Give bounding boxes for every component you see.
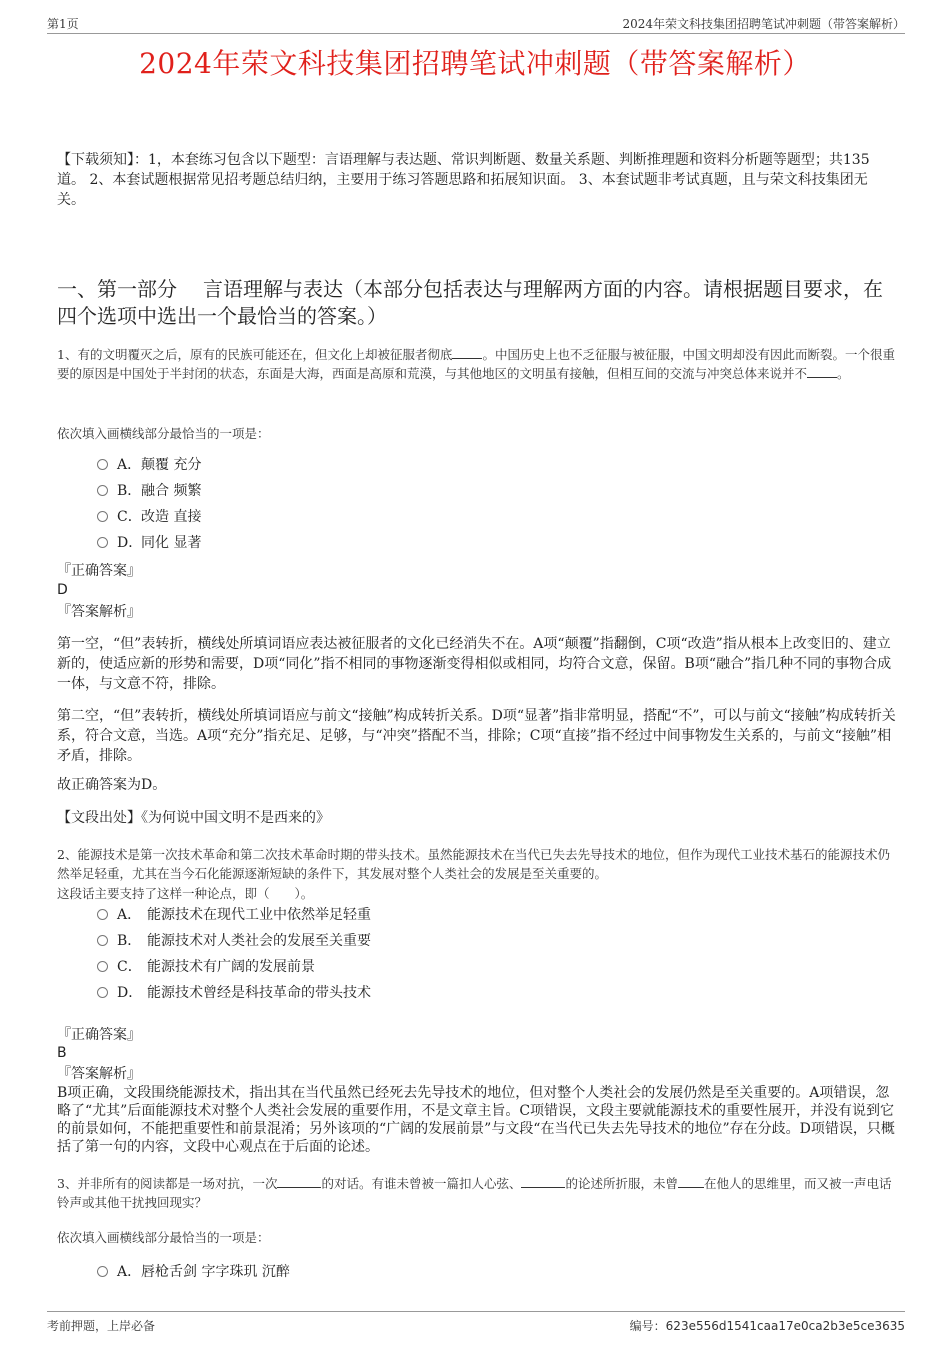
question-3-stem: 3、并非所有的阅读都是一场对抗，一次 的对话。有谁未曾被一篇扣人心弦、 的论述所折服，未曾 在他人的思维里，而又被一声电话铃声或其他干扰拽回现实？	[57, 1176, 892, 1210]
radio-icon[interactable]	[97, 537, 108, 548]
radio-icon[interactable]	[97, 935, 108, 946]
fill-blank	[452, 346, 482, 359]
option-b[interactable]: B．融合 频繁	[97, 478, 201, 504]
analysis-paragraph: 第二空，“但”表转折，横线处所填词语应与前文“接触”构成转折关系。D项“显著”指非常明显，搭配“不”，可以与前文“接触”构成转折关系，符合文意，当选。A项“充分”指充足、足够，与“冲突”搭配不当，排除；C项“直接”指不经过中间事物发生关系的，与前文“接触”相矛盾，排除。	[57, 708, 896, 764]
option-c[interactable]: C． 能源技术有广阔的发展前景	[97, 954, 371, 980]
header-doc-title: 2024年荣文科技集团招聘笔试冲刺题（带答案解析）	[622, 17, 905, 31]
option-d[interactable]: D． 能源技术曾经是科技革命的带头技术	[97, 980, 371, 1006]
page-header	[47, 15, 905, 34]
page-number: 第1页	[47, 17, 79, 31]
footer-slogan: 考前押题，上岸必备	[47, 1319, 156, 1333]
question-3-prompt: 依次填入画横线部分最恰当的一项是：	[57, 1230, 270, 1245]
question-2-options	[97, 902, 371, 1006]
section-description: 言语理解与表达（本部分包括表达与理解两方面的内容。请根据题目要求，在四个选项中选出一个最恰当的答案。）	[57, 277, 883, 328]
radio-icon[interactable]	[97, 987, 108, 998]
radio-icon[interactable]	[97, 511, 108, 522]
question-3-options	[97, 1259, 290, 1285]
passage-source: 【文段出处】《为何说中国文明不是西来的》	[57, 810, 330, 826]
correct-answer-label: 『正确答案』	[57, 563, 141, 579]
correct-answer: B	[57, 1045, 67, 1061]
section-heading	[57, 276, 897, 330]
correct-answer-label: 『正确答案』	[57, 1027, 141, 1043]
option-a[interactable]: A．颠覆 充分	[97, 452, 201, 478]
fill-blank	[521, 1175, 565, 1188]
question-2-prompt: 这段话主要支持了这样一种论点，即（ ）。	[57, 886, 314, 901]
download-notice: 【下载须知】：1，本套练习包含以下题型：言语理解与表达题、常识判断题、数量关系题、判断推理题和资料分析题等题型；共135道。 2、本套试题根据常见招考题总结归纳，主要用于练习答题思路和拓展知识面。 3、本套试题非考试真题，且与荣文科技集团无关。	[57, 152, 870, 208]
radio-icon[interactable]	[97, 459, 108, 470]
analysis-label: 『答案解析』	[57, 604, 141, 620]
question-1-prompt: 依次填入画横线部分最恰当的一项是：	[57, 426, 270, 441]
footer-code: 编号：623e556d1541caa17e0ca2b3e5ce3635	[629, 1319, 905, 1333]
question-1-stem: 1、有的文明覆灭之后，原有的民族可能还在，但文化上却被征服者彻底 。中国历史上也不乏征服与被征服，中国文明却没有因此而断裂。一个很重要的原因是中国处于半封闭的状态，东面是大海，西面是高原和荒漠，与其他地区的文明虽有接触，但相互间的交流与冲突总体来说并不 。	[57, 347, 895, 381]
question-1-options	[97, 452, 201, 556]
fill-blank	[807, 365, 837, 378]
option-d[interactable]: D．同化 显著	[97, 530, 201, 556]
fill-blank	[277, 1175, 321, 1188]
section-number: 一、第一部分	[57, 277, 177, 301]
option-c[interactable]: C．改造 直接	[97, 504, 201, 530]
page-footer	[47, 1311, 905, 1334]
analysis-conclusion: 故正确答案为D。	[57, 777, 167, 793]
document-title: 2024年荣文科技集团招聘笔试冲刺题（带答案解析）	[139, 47, 811, 80]
analysis-label: 『答案解析』	[57, 1066, 141, 1082]
option-a[interactable]: A．唇枪舌剑 字字珠玑 沉醉	[97, 1259, 290, 1285]
radio-icon[interactable]	[97, 1266, 108, 1277]
analysis-paragraph: B项正确，文段围绕能源技术，指出其在当代虽然已经死去先导技术的地位，但对整个人类社会的发展仍然是至关重要的。A项错误，忽略了“尤其”后面能源技术对整个人类社会发展的重要作用，不是文章主旨。C项错误，文段主要就能源技术的重要性展开，并没有说到它的前景如何，不能把重要性和前景混淆；另外该项的“广阔的发展前景”与文段“在当代已失去先导技术的地位”存在分歧。D项错误，只概括了第一句的内容，文段中心观点在于后面的论述。	[57, 1085, 895, 1155]
correct-answer: D	[57, 582, 68, 598]
radio-icon[interactable]	[97, 909, 108, 920]
radio-icon[interactable]	[97, 961, 108, 972]
option-b[interactable]: B． 能源技术对人类社会的发展至关重要	[97, 928, 371, 954]
option-a[interactable]: A． 能源技术在现代工业中依然举足轻重	[97, 902, 371, 928]
fill-blank	[678, 1175, 704, 1188]
radio-icon[interactable]	[97, 485, 108, 496]
question-2-stem: 2、能源技术是第一次技术革命和第二次技术革命时期的带头技术。虽然能源技术在当代已失去先导技术的地位，但作为现代工业技术基石的能源技术仍然举足轻重，尤其在当今石化能源逐渐短缺的条件下，其发展对整个人类社会的发展是至关重要的。	[57, 847, 890, 881]
analysis-paragraph: 第一空，“但”表转折，横线处所填词语应表达被征服者的文化已经消失不在。A项“颠覆”指翻倒，C项“改造”指从根本上改变旧的、建立新的，使适应新的形势和需要，D项“同化”指不相同的事物逐渐变得相似或相同，均符合文意，保留。B项“融合”指几种不同的事物合成一体，与文意不符，排除。	[57, 636, 892, 692]
